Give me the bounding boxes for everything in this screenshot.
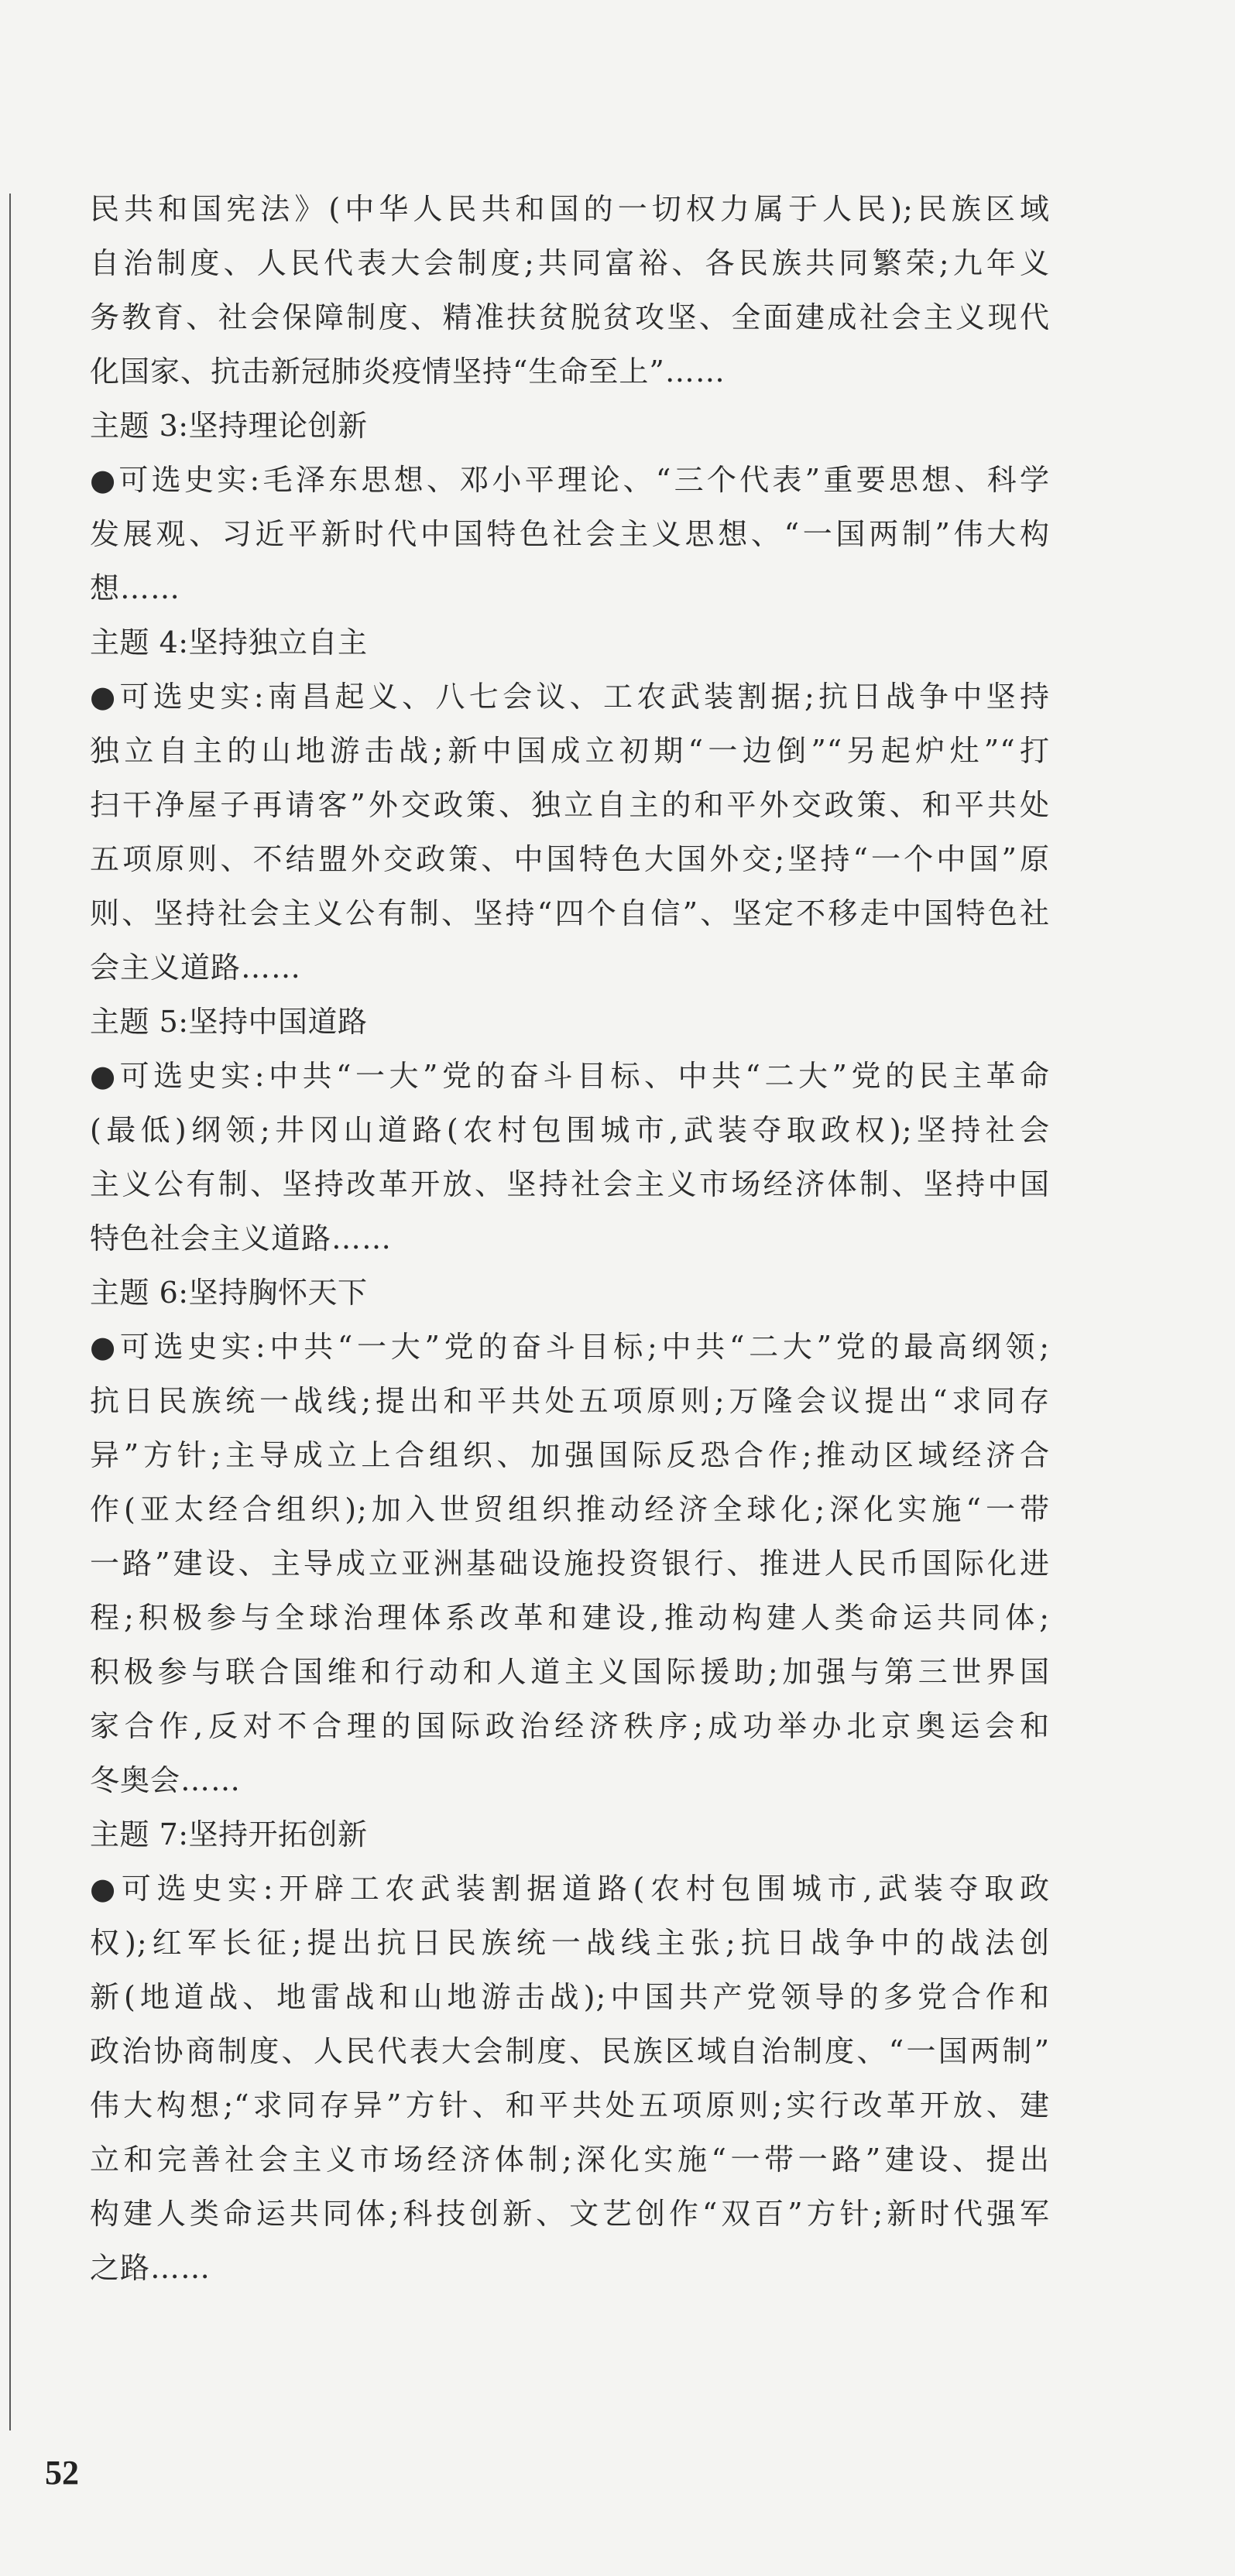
text-line: 则、坚持社会主义公有制、坚持“四个自信”、坚定不移走中国特色社: [90, 896, 1050, 930]
text-line: 会主义道路……: [90, 951, 302, 985]
text-line: ●可选史实:中共“一大”党的奋斗目标、中共“二大”党的民主革命: [90, 1059, 1050, 1093]
text-line: 伟大构想;“求同存异”方针、和平共处五项原则;实行改革开放、建: [90, 2088, 1050, 2122]
text-line: ●可选史实:开辟工农武装割据道路(农村包围城市,武装夺取政: [90, 1872, 1050, 1906]
text-line: 主义公有制、坚持改革开放、坚持社会主义市场经济体制、坚持中国: [90, 1167, 1050, 1201]
text-line: (最低)纲领;井冈山道路(农村包围城市,武装夺取政权);坚持社会: [90, 1113, 1050, 1147]
text-line: 异”方针;主导成立上合组织、加强国际反恐合作;推动区域经济合: [90, 1438, 1050, 1472]
text-line: 政治协商制度、人民代表大会制度、民族区域自治制度、“一国两制”: [90, 2034, 1050, 2068]
section-heading: 主题 6:坚持胸怀天下: [90, 1276, 368, 1310]
text-line: 之路……: [90, 2251, 211, 2285]
text-line: 积极参与联合国维和行动和人道主义国际援助;加强与第三世界国: [90, 1655, 1050, 1689]
text-line: 程;积极参与全球治理体系改革和建设,推动构建人类命运共同体;: [90, 1601, 1050, 1635]
left-margin-rule: [9, 194, 11, 2430]
text-line: 一路”建设、主导成立亚洲基础设施投资银行、推进人民币国际化进: [90, 1547, 1050, 1581]
text-line: 抗日民族统一战线;提出和平共处五项原则;万隆会议提出“求同存: [90, 1384, 1050, 1418]
text-line: 独立自主的山地游击战;新中国成立初期“一边倒”“另起炉灶”“打: [90, 734, 1050, 768]
text-line: 化国家、抗击新冠肺炎疫情坚持“生命至上”……: [90, 355, 726, 389]
text-line: ●可选史实:毛泽东思想、邓小平理论、“三个代表”重要思想、科学: [90, 463, 1050, 497]
text-line: 作(亚太经合组织);加入世贸组织推动经济全球化;深化实施“一带: [90, 1492, 1050, 1526]
section-heading: 主题 3:坚持理论创新: [90, 409, 368, 443]
text-line: ●可选史实:中共“一大”党的奋斗目标;中共“二大”党的最高纲领;: [90, 1330, 1050, 1364]
section-heading: 主题 4:坚持独立自主: [90, 625, 368, 659]
text-line: 扫干净屋子再请客”外交政策、独立自主的和平外交政策、和平共处: [90, 788, 1050, 822]
text-line: 五项原则、不结盟外交政策、中国特色大国外交;坚持“一个中国”原: [90, 842, 1050, 876]
text-line: 发展观、习近平新时代中国特色社会主义思想、“一国两制”伟大构: [90, 517, 1050, 551]
section-heading: 主题 5:坚持中国道路: [90, 1005, 368, 1039]
text-line: 构建人类命运共同体;科技创新、文艺创作“双百”方针;新时代强军: [90, 2197, 1050, 2231]
text-line: ●可选史实:南昌起义、八七会议、工农武装割据;抗日战争中坚持: [90, 680, 1050, 714]
text-line: 务教育、社会保障制度、精准扶贫脱贫攻坚、全面建成社会主义现代: [90, 300, 1050, 334]
text-line: 家合作,反对不合理的国际政治经济秩序;成功举办北京奥运会和: [90, 1709, 1050, 1743]
text-line: 想……: [90, 571, 181, 605]
text-line: 自治制度、人民代表大会制度;共同富裕、各民族共同繁荣;九年义: [90, 246, 1050, 280]
text-line: 新(地道战、地雷战和山地游击战);中国共产党领导的多党合作和: [90, 1980, 1050, 2014]
page-number: 52: [45, 2454, 79, 2492]
document-body: [90, 186, 1050, 2299]
text-line: 权);红军长征;提出抗日民族统一战线主张;抗日战争中的战法创: [90, 1926, 1050, 1960]
text-line: 民共和国宪法》(中华人民共和国的一切权力属于人民);民族区域: [90, 192, 1050, 226]
section-heading: 主题 7:坚持开拓创新: [90, 1817, 368, 1852]
text-line: 特色社会主义道路……: [90, 1221, 393, 1255]
text-line: 立和完善社会主义市场经济体制;深化实施“一带一路”建设、提出: [90, 2143, 1050, 2177]
text-line: 冬奥会……: [90, 1763, 242, 1797]
